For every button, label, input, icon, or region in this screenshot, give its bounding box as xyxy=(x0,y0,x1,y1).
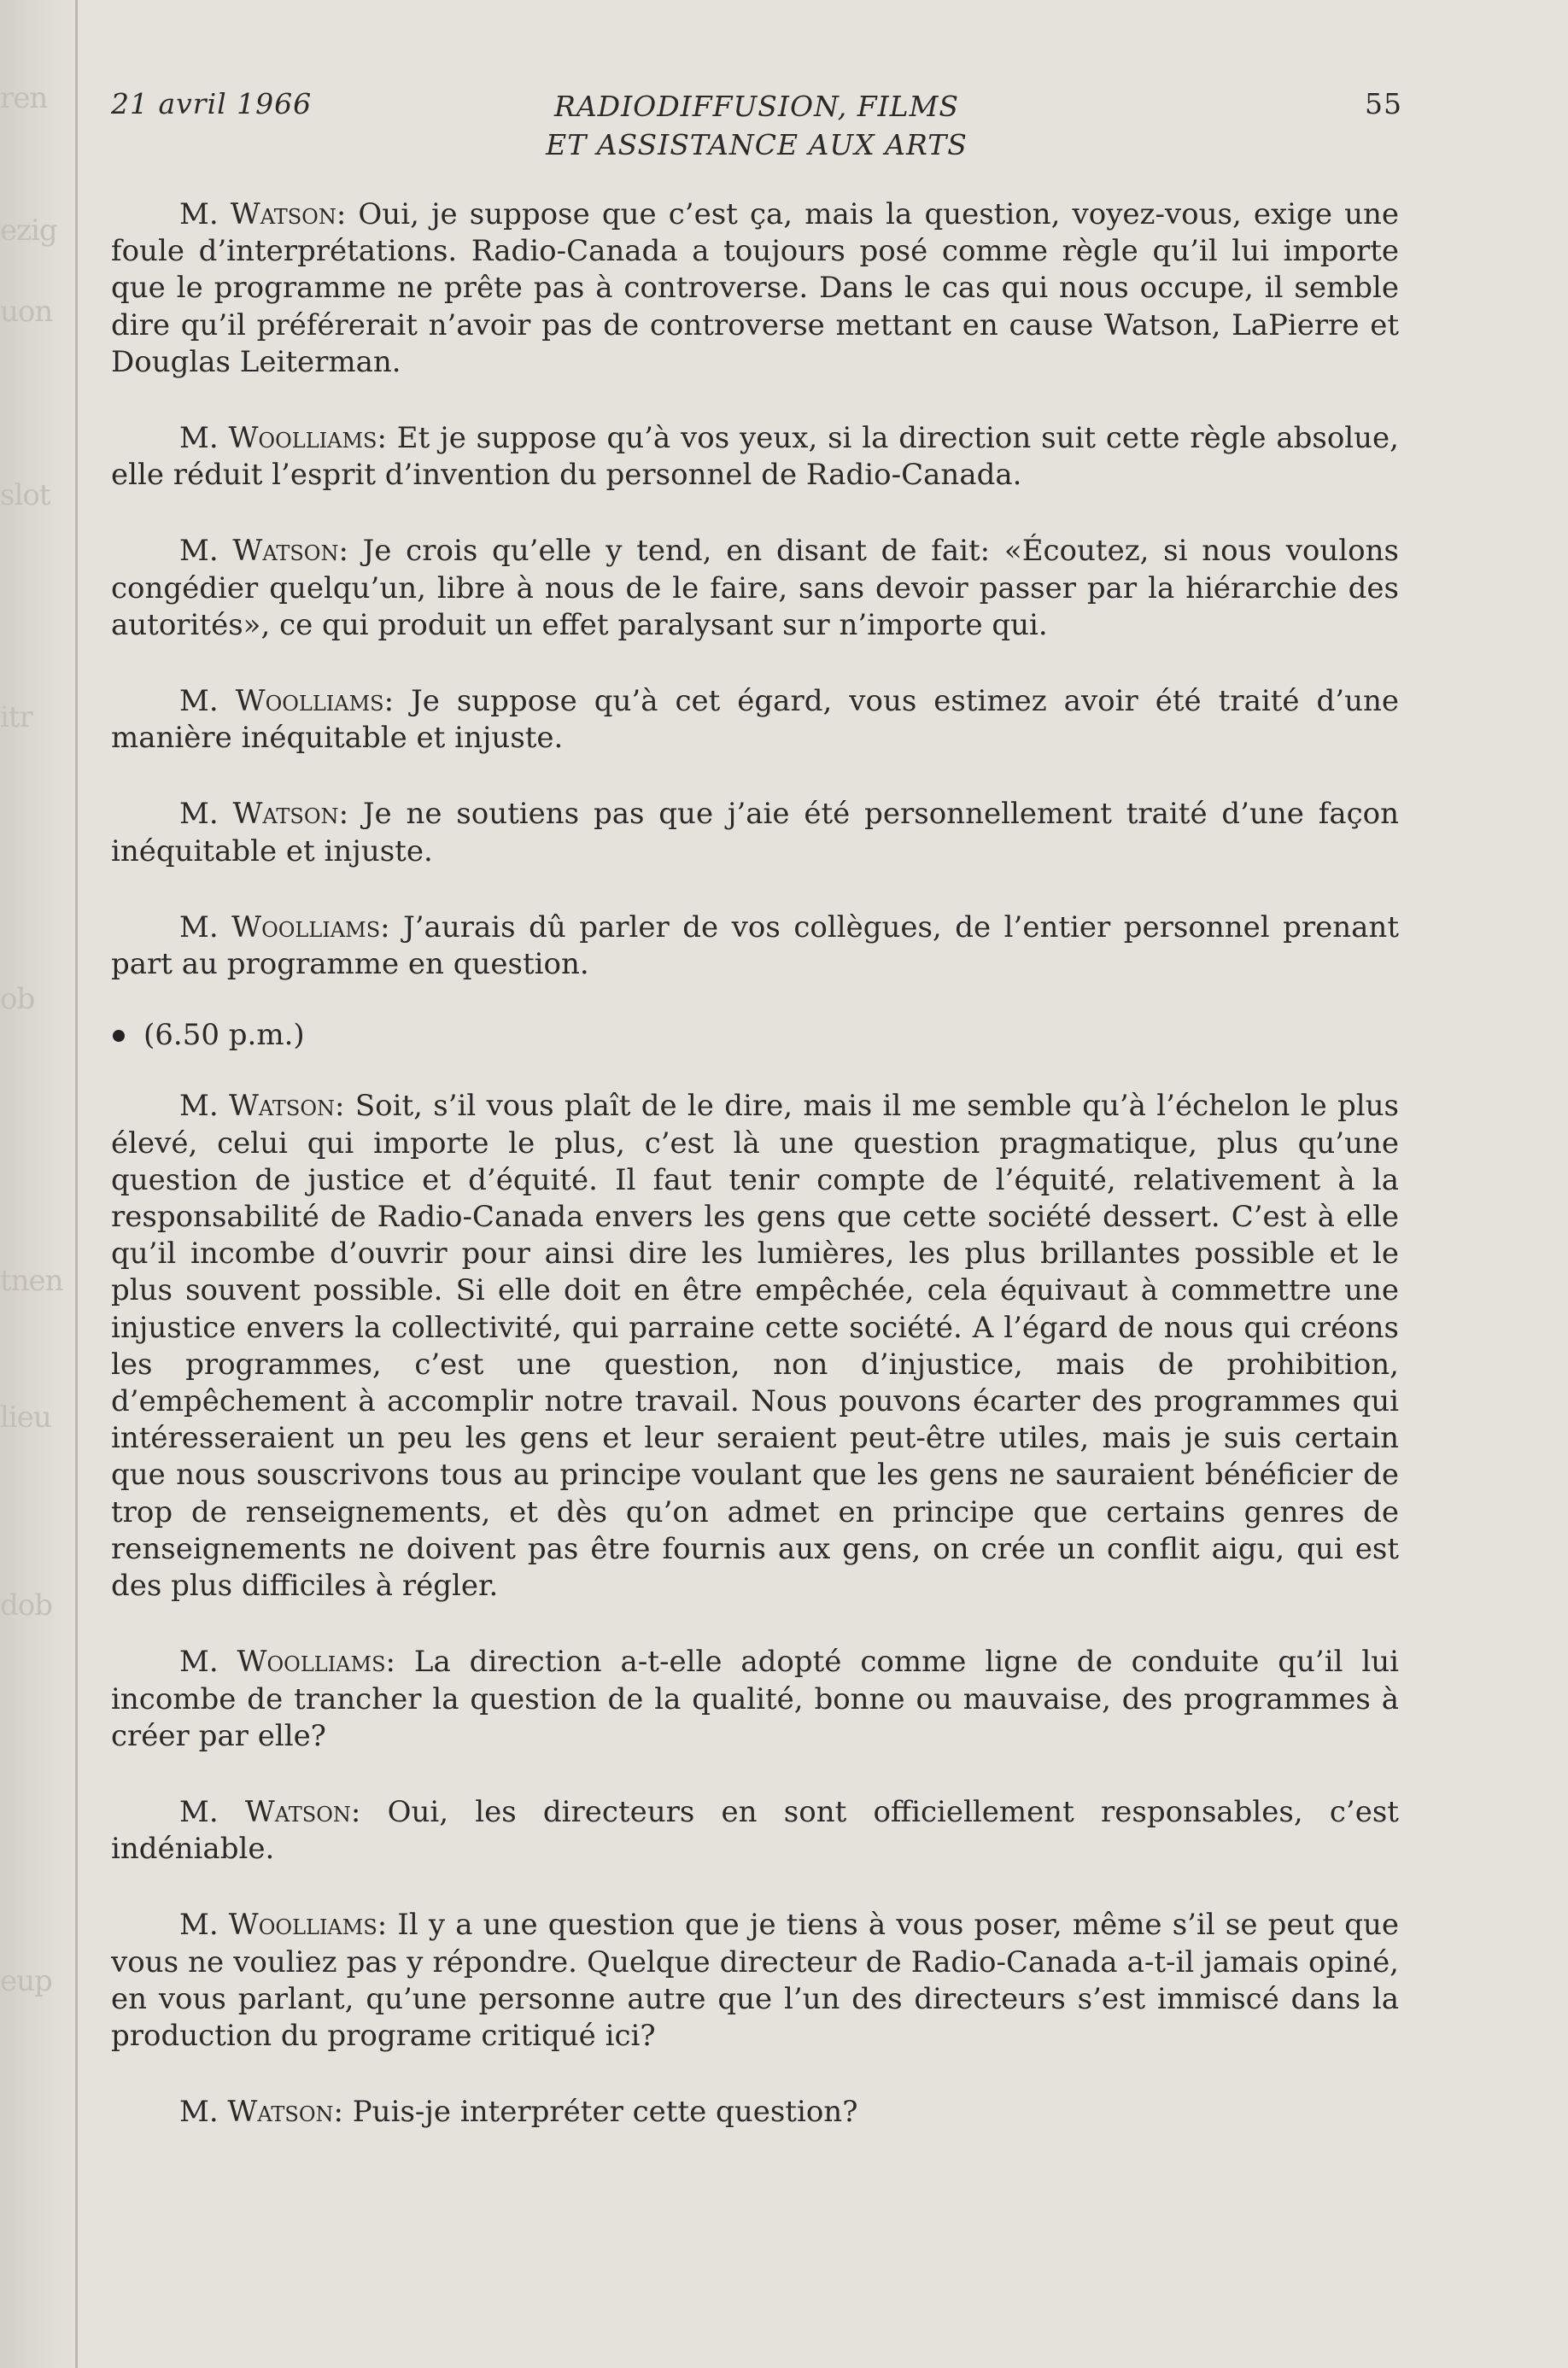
paragraph xyxy=(111,1794,1399,1868)
speaker-name: M. Watson xyxy=(179,197,336,231)
header-title xyxy=(111,87,1402,164)
paragraph xyxy=(111,1644,1399,1755)
paragraph-text: : Je crois qu’elle y tend, en disant de fait: «Écoutez, si nous voulons congédier quelqu’un, libre à nous de le faire, sans devoir passer par la hiérarchie des autorités», ce qui produit un effet paralysant sur n’importe qui. xyxy=(111,534,1399,642)
paragraph-text: : Oui, je suppose que c’est ça, mais la question, voyez-vous, exige une foule d’interprétations. Radio-Canada a toujours posé comme règle qu’il lui importe que le programme ne prête pas à controverse. Dans le cas qui nous occupe, il semble dire qu’il préférerait n’avoir pas de controverse mettant en cause Watson, LaPierre et Douglas Leiterman. xyxy=(111,197,1399,379)
binding-fold xyxy=(75,0,78,2368)
time-marker-text: (6.50 p.m.) xyxy=(143,1018,305,1053)
paragraph xyxy=(111,2094,1399,2131)
paragraph-text: : J’aurais dû parler de vos collègues, de l’entier personnel prenant part au programme en question. xyxy=(111,909,1399,982)
facing-page-bleed: ren xyxy=(0,81,48,115)
paragraph-text: : Je suppose qu’à cet égard, vous estimez avoir été traité d’une manière inéquitable et injuste. xyxy=(111,684,1399,756)
paragraph xyxy=(111,196,1399,381)
speaker-name: M. Woolliams xyxy=(179,421,377,456)
speaker-name: M. Woolliams xyxy=(179,1908,377,1943)
binding-gutter xyxy=(0,0,79,2368)
facing-page-bleed: eup xyxy=(0,1964,52,1998)
facing-page-bleed: lieu xyxy=(0,1400,51,1435)
paragraph xyxy=(111,1088,1399,1605)
paragraph-text: : Il y a une question que je tiens à vous poser, même s’il se peut que vous ne vouliez pas y répondre. Quelque directeur de Radio-Canada a-t-il jamais opiné, en vous parlant, qu’une personne autre que l’un des directeurs s’est immiscé dans la production du programe critiqué ici? xyxy=(111,1908,1399,2053)
speaker-name: M. Watson xyxy=(179,534,339,569)
header-title-line-1: RADIODIFFUSION, FILMS xyxy=(553,90,959,123)
speaker-name: M. Woolliams xyxy=(179,1645,386,1680)
header-date: 21 avril 1966 xyxy=(111,87,313,120)
facing-page-bleed: ob xyxy=(0,982,35,1016)
paragraph-text: : Puis-je interpréter cette question? xyxy=(333,2095,858,2130)
facing-page-bleed: tnen xyxy=(0,1264,63,1298)
speaker-name: M. Watson xyxy=(179,797,339,832)
speaker-name: M. Woolliams xyxy=(179,909,381,944)
bullet-icon xyxy=(113,1030,125,1042)
speaker-name: M. Watson xyxy=(179,1794,351,1829)
paragraph-text: : Je ne soutiens pas que j’aie été personnellement traité d’une façon inéquitable et injuste. xyxy=(111,797,1399,868)
facing-page-bleed: itr xyxy=(0,700,32,734)
paragraph xyxy=(111,420,1399,494)
speaker-name: M. Woolliams xyxy=(179,684,384,719)
paragraph xyxy=(111,909,1399,983)
paragraph xyxy=(111,796,1399,869)
paragraph-text: : Soit, s’il vous plaît de le dire, mais il me semble qu’à l’échelon le plus élevé, celui qui importe le plus, c’est là une question pragmatique, plus qu’une question de justice et d’équité. Il faut tenir compte de l’équité, relativement à la responsabilité de Radio-Canada envers les gens que cette société dessert. C’est à elle qu’il incombe d’ouvrir pour ainsi dire les lumières, les plus brillantes possible et le plus souvent possible. Si elle doit en être empêchée, cela équivaut à commettre une injustice envers la collectivité, qui parraine cette société. A l’égard de nous qui créons les programmes, c’est une question, non d’injustice, mais de prohibition, d’empêchement à accomplir notre travail. Nous pouvons écarter des programmes qui intéresseraient un peu les gens et leur seraient peut-être utiles, mais je suis certain que nous souscrivons tous au principe voulant que les gens ne sauraient bénéficier de trop de renseignements, et dès qu’on admet en principe que certains genres de renseignements ne doivent pas être fournis aux gens, on crée un conflit aigu, qui est des plus difficiles à régler. xyxy=(111,1089,1399,1604)
paragraph xyxy=(111,1907,1399,2055)
paragraph-text: : Et je suppose qu’à vos yeux, si la direction suit cette règle absolue, elle réduit l’esprit d’invention du personnel de Radio-Canada. xyxy=(111,421,1399,493)
page-number: 55 xyxy=(1365,87,1402,120)
transcript-body xyxy=(111,196,1399,2170)
time-marker xyxy=(111,1017,1399,1054)
speaker-name: M. Watson xyxy=(179,1089,336,1124)
paragraph-text: : Oui, les directeurs en sont officiellement responsables, c’est indéniable. xyxy=(111,1794,1399,1867)
facing-page-bleed: ezig xyxy=(0,213,57,248)
paragraph xyxy=(111,533,1399,644)
speaker-name: M. Watson xyxy=(179,2095,334,2130)
facing-page-bleed: dob xyxy=(0,1588,52,1623)
facing-page-bleed: slot xyxy=(0,478,50,512)
header-title-line-2: ET ASSISTANCE AUX ARTS xyxy=(546,128,968,161)
paragraph-text: : La direction a-t-elle adopté comme ligne de conduite qu’il lui incombe de trancher la question de la qualité, bonne ou mauvaise, des programmes à créer par elle? xyxy=(111,1645,1399,1753)
paragraph xyxy=(111,683,1399,757)
facing-page-bleed: uon xyxy=(0,295,53,329)
page-header xyxy=(111,87,1402,172)
